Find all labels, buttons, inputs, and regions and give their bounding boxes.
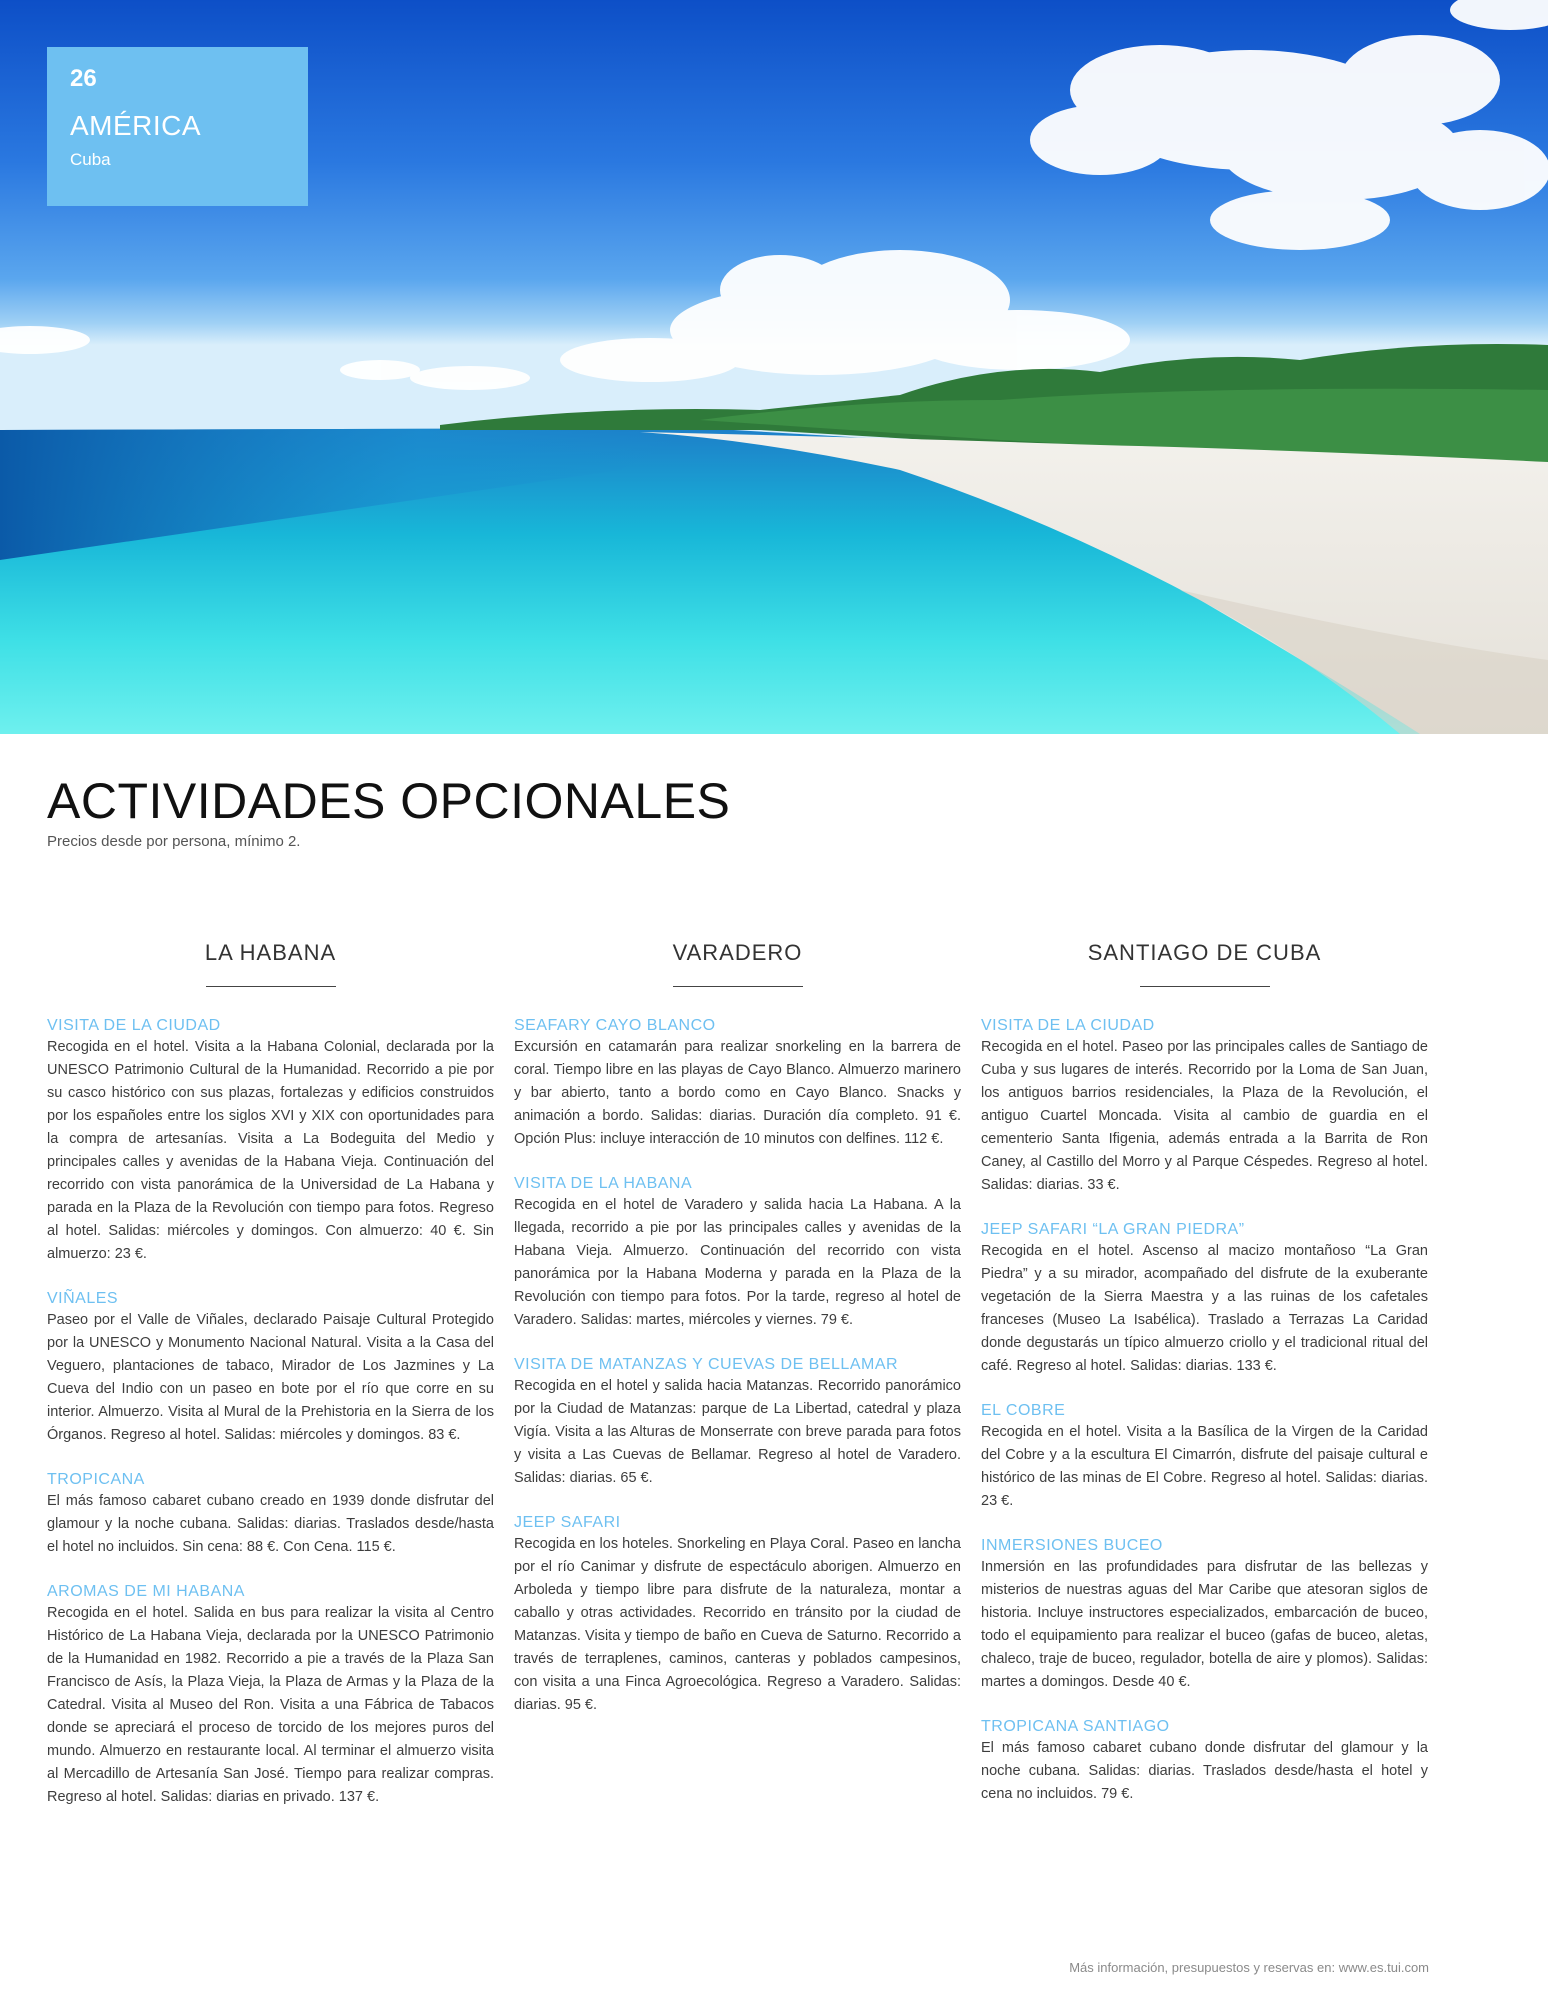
activity-title: JEEP SAFARI “LA GRAN PIEDRA” (981, 1221, 1245, 1238)
activity-list (981, 1017, 1428, 1806)
country-label: Cuba (70, 150, 111, 169)
column-heading: VARADERO (672, 940, 803, 965)
page-title: ACTIVIDADES OPCIONALES (47, 773, 731, 829)
activity (47, 1017, 494, 1266)
page-tag (47, 47, 308, 206)
activity-description: Recogida en el hotel y salida hacia Matanzas. Recorrido panorámico por la Ciudad de Matanzas: parque de La Libertad, catedral y plaza Vigía. Visita a las Alturas de Monserrate con breve parada para fotos y visita a Las Cuevas de Bellamar. Regreso al hotel de Varadero. Salidas: diarias. 65 €. (514, 1378, 961, 1486)
column-heading: LA HABANA (204, 940, 337, 965)
activity-description: Paseo por el Valle de Viñales, declarado Paisaje Cultural Protegido por la UNESCO y Monumento Nacional Natural. Visita a la Casa del Veguero, plantaciones de tabaco, Mirador de Los Jazmines y La Cueva del Indio con un paseo en bote por el río que corre en su interior. Almuerzo. Visita al Mural de la Prehistoria en la Sierra de los Órganos. Regreso al hotel. Salidas: miércoles y domingos. 83 €. (47, 1312, 494, 1443)
column-heading: SANTIAGO DE CUBA (1087, 940, 1322, 965)
activity-title: JEEP SAFARI (514, 1514, 621, 1531)
activity-description: Recogida en el hotel. Visita a la Basílica de la Virgen de la Caridad del Cobre y a la escultura El Cimarrón, disfrute del paisaje cultural e histórico de las minas de El Cobre. Regreso al hotel. Salidas: diarias. 23 €. (981, 1424, 1428, 1509)
activity-description: El más famoso cabaret cubano creado en 1939 donde disfrutar del glamour y la noche cubana. Salidas: diarias. Traslados desde/hasta el hotel no incluidos. Sin cena: 88 €. Con Cena. 115 €. (47, 1493, 494, 1555)
column-divider (1140, 986, 1270, 987)
activity-title: VISITA DE LA HABANA (514, 1175, 693, 1192)
activity-title: AROMAS DE MI HABANA (47, 1583, 245, 1600)
activity-title: VISITA DE LA CIUDAD (47, 1017, 221, 1034)
column-divider (673, 986, 803, 987)
activity-list (47, 1017, 494, 1809)
activity-description: Recogida en los hoteles. Snorkeling en Playa Coral. Paseo en lancha por el río Canimar y disfrute de espectáculo aborigen. Almuerzo en Arboleda y tiempo libre para disfrute de la naturaleza, montar a caballo y otras actividades. Recorrido en tránsito por la ciudad de Matanzas. Visita y tiempo de baño en Cueva de Saturno. Recorrido a través de terraplenes, caminos, canteras y poblados campesinos, con visita a una Finca Agroecológica. Regreso a Varadero. Salidas: diarias. 95 €. (514, 1536, 961, 1713)
activity-list (514, 1017, 961, 1717)
activity (514, 1356, 961, 1490)
activity (981, 1017, 1428, 1197)
activity-title: EL COBRE (981, 1402, 1066, 1419)
activity-description: Recogida en el hotel. Visita a la Habana Colonial, declarada por la UNESCO Patrimonio Cultural de la Humanidad. Recorrido a pie por su casco histórico con sus plazas, fortalezas y edificios construidos por los españoles entre los siglos XVI y XIX con oportunidades para la compra de artesanías. Visita a La Bodeguita del Medio y principales calles y avenidas de la Habana Vieja. Continuación del recorrido con vista panorámica de la Universidad de La Habana y parada en la Plaza de la Revolución con tiempo para fotos. Regreso al hotel. Salidas: miércoles y domingos. Con almuerzo: 40 €. Sin almuerzo: 23 €. (47, 1039, 494, 1262)
activity-title: VISITA DE LA CIUDAD (981, 1017, 1155, 1034)
activity (47, 1583, 494, 1809)
activity-description: El más famoso cabaret cubano donde disfrutar del glamour y la noche cubana. Salidas: diarias. Traslados desde/hasta el hotel y cena no incluidos. 79 €. (981, 1740, 1428, 1802)
activity (981, 1537, 1428, 1694)
activity (981, 1221, 1428, 1378)
activity-description: Excursión en catamarán para realizar snorkeling en la barrera de coral. Tiempo libre en las playas de Cayo Blanco. Almuerzo marinero y bar abierto, tanto a bordo como en Cayo Blanco. Snacks y animación a bordo. Salidas: diarias. Duración día completo. 91 €. Opción Plus: incluye interacción de 10 minutos con delfines. 112 €. (514, 1039, 961, 1147)
activity (981, 1718, 1428, 1806)
region-label: AMÉRICA (70, 110, 202, 141)
column-divider (206, 986, 336, 987)
column-santiago-de-cuba (981, 940, 1428, 1830)
activity (47, 1290, 494, 1447)
activity-title: TROPICANA (47, 1471, 145, 1488)
activity (47, 1471, 494, 1559)
column-la-habana (47, 940, 494, 1833)
activity-description: Recogida en el hotel. Paseo por las principales calles de Santiago de Cuba y sus lugares de interés. Recorrido por la Loma de San Juan, los antiguos barrios residenciales, la Plaza de la Revolución, el antiguo Cuartel Moncada. Visita al cambio de guardia en el cementerio Santa Ifigenia, además entrada a la Barrita de Ron Caney, al Castillo del Morro y al Parque Céspedes. Regreso al hotel. Salidas: diarias. 33 €. (981, 1039, 1428, 1193)
activity-title: SEAFARY CAYO BLANCO (514, 1017, 716, 1034)
activity-title: INMERSIONES BUCEO (981, 1537, 1163, 1554)
activity-title: TROPICANA SANTIAGO (981, 1718, 1170, 1735)
activity-description: Recogida en el hotel. Salida en bus para realizar la visita al Centro Histórico de La Habana Vieja, declarada por la UNESCO Patrimonio de la Humanidad en 1982. Recorrido a pie a través de la Plaza San Francisco de Asís, la Plaza Vieja, la Plaza de Armas y la Plaza de la Catedral. Visita al Museo del Ron. Visita a una Fábrica de Tabacos donde se apreciará el proceso de torcido de los mejores puros del mundo. Almuerzo en restaurante local. Al terminar el almuerzo visita al Mercadillo de Artesanía San José. Tiempo para realizar compras. Regreso al hotel. Salidas: diarias en privado. 137 €. (47, 1605, 494, 1805)
activity-title: VISITA DE MATANZAS Y CUEVAS DE BELLAMAR (514, 1356, 899, 1373)
activity (514, 1175, 961, 1332)
activity-description: Inmersión en las profundidades para disfrutar de las bellezas y misterios de nuestras aguas del Mar Caribe que atesoran siglos de historia. Incluye instructores especializados, embarcación de buceo, todo el equipamiento para realizar el buceo (gafas de buceo, aletas, chaleco, traje de buceo, regulador, botella de aire y plomos). Salidas: martes a domingos. Desde 40 €. (981, 1559, 1428, 1690)
activity (981, 1402, 1428, 1513)
activity (514, 1017, 961, 1151)
activity-description: Recogida en el hotel. Ascenso al macizo montañoso “La Gran Piedra” y a su mirador, acompañado del disfrute de la exuberante vegetación de la Sierra Maestra y a las ruinas de los cafetales franceses (Museo La Isabélica). Traslado a Terrazas La Caridad donde degustarás un típico almuerzo criollo y el tradicional ritual del café. Regreso al hotel. Salidas: diarias. 133 €. (981, 1243, 1428, 1374)
activity-description: Recogida en el hotel de Varadero y salida hacia La Habana. A la llegada, recorrido a pie por las principales calles y avenidas de la Habana Vieja. Almuerzo. Continuación del recorrido con vista panorámica por la Habana Moderna y parada en la Plaza de la Revolución con tiempo para fotos. Por la tarde, regreso al hotel de Varadero. Salidas: martes, miércoles y viernes. 79 €. (514, 1197, 961, 1328)
column-varadero (514, 940, 961, 1741)
page-subtitle: Precios desde por persona, mínimo 2. (47, 833, 301, 850)
activity (514, 1514, 961, 1717)
page-number: 26 (70, 65, 97, 92)
activity-title: VIÑALES (47, 1290, 119, 1307)
footer-info: Más información, presupuestos y reservas en: www.es.tui.com (1069, 1960, 1429, 1975)
